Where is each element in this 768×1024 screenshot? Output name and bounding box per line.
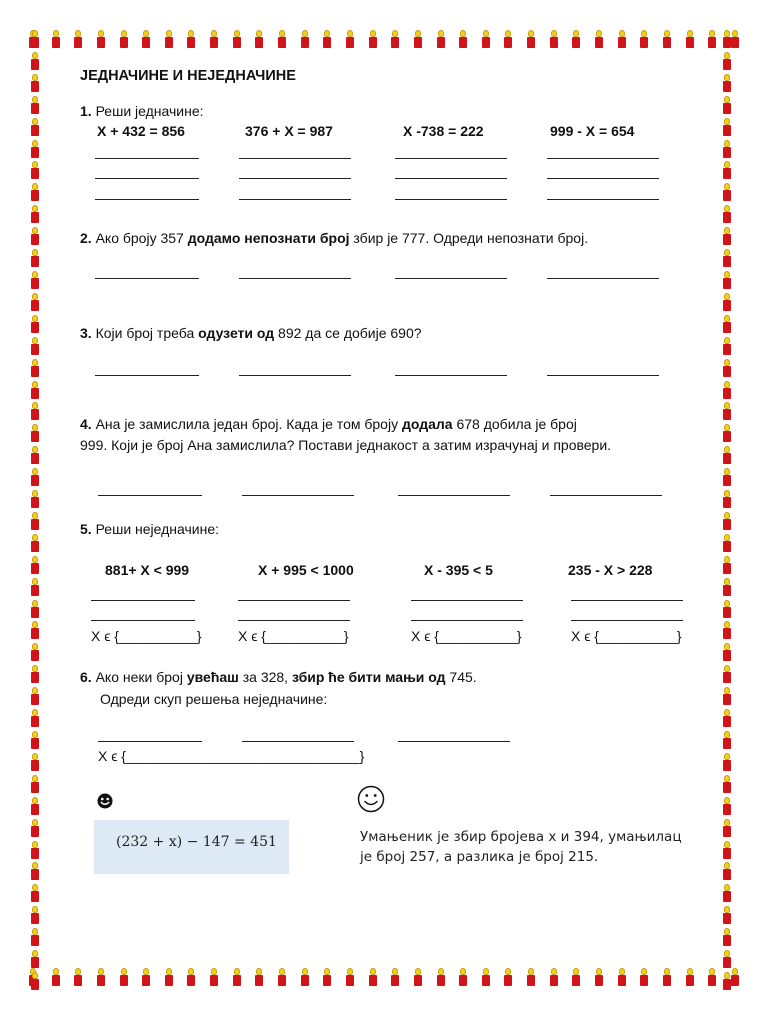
answer-line[interactable] [95, 278, 199, 279]
answer-line[interactable] [395, 278, 507, 279]
candle-icon [722, 468, 732, 486]
candle-icon [722, 490, 732, 508]
candle-icon [30, 906, 40, 924]
candle-icon [722, 293, 732, 311]
question-number: 1. [80, 103, 92, 119]
candle-icon [617, 30, 627, 48]
candle-icon [722, 884, 732, 902]
question-4 [80, 416, 577, 432]
candle-icon [209, 968, 219, 986]
candle-icon [722, 797, 732, 815]
candle-icon [722, 643, 732, 661]
question-number: 3. [80, 325, 92, 341]
solution-set[interactable]: X ϵ {__________} [238, 628, 349, 644]
answer-line[interactable] [98, 741, 202, 742]
candle-icon [662, 968, 672, 986]
candle-icon [30, 52, 40, 70]
candle-icon [526, 968, 536, 986]
candle-icon [300, 30, 310, 48]
candle-icon [685, 968, 695, 986]
candle-icon [30, 490, 40, 508]
candle-icon [30, 118, 40, 136]
candle-icon [164, 30, 174, 48]
candle-icon [390, 968, 400, 986]
candle-icon [639, 968, 649, 986]
candle-icon [119, 30, 129, 48]
candle-icon [30, 424, 40, 442]
question-text: Који број треба [91, 325, 199, 341]
candle-icon [594, 968, 604, 986]
smiley-outline-icon [357, 785, 385, 813]
solution-set[interactable]: X ϵ {______________________________} [98, 748, 365, 764]
candle-icon [594, 30, 604, 48]
equation-2: 376 + X = 987 [245, 123, 333, 139]
candle-icon [30, 249, 40, 267]
smiley-filled-icon [97, 793, 113, 809]
question-5 [80, 521, 219, 537]
answer-line[interactable] [547, 199, 659, 200]
candle-icon [722, 556, 732, 574]
candle-icon [254, 968, 264, 986]
candle-icon [30, 140, 40, 158]
answer-line[interactable] [550, 495, 662, 496]
candle-icon [30, 556, 40, 574]
question-text: 745. [445, 669, 477, 685]
candle-icon [30, 731, 40, 749]
inequality-1: 881+ X < 999 [105, 562, 190, 578]
candle-icon [73, 30, 83, 48]
candle-icon [30, 687, 40, 705]
answer-line[interactable] [242, 741, 354, 742]
answer-line[interactable] [547, 375, 659, 376]
border-top [28, 30, 740, 52]
candle-icon [141, 968, 151, 986]
candle-icon [73, 968, 83, 986]
candle-icon [722, 249, 732, 267]
candle-icon [30, 227, 40, 245]
candle-icon [722, 600, 732, 618]
solution-set[interactable]: X ϵ {__________} [91, 628, 202, 644]
solution-set[interactable]: X ϵ {__________} [571, 628, 682, 644]
candle-icon [30, 512, 40, 530]
candle-icon [722, 183, 732, 201]
candle-icon [481, 30, 491, 48]
question-6-line-2: Одреди скуп решења неједначине: [100, 691, 328, 707]
candle-icon [30, 928, 40, 946]
candle-icon [30, 337, 40, 355]
question-number: 2. [80, 230, 92, 246]
candle-icon [30, 709, 40, 727]
candle-icon [30, 30, 40, 48]
candle-icon [390, 30, 400, 48]
candle-icon [300, 968, 310, 986]
answer-line[interactable] [571, 600, 683, 601]
candle-icon [571, 968, 581, 986]
question-number: 4. [80, 416, 92, 432]
candle-icon [30, 950, 40, 968]
candle-icon [722, 621, 732, 639]
candle-icon [30, 819, 40, 837]
candle-icon [368, 968, 378, 986]
equation-3: X -738 = 222 [403, 123, 484, 139]
candle-icon [722, 950, 732, 968]
candle-icon [549, 30, 559, 48]
answer-line[interactable] [411, 620, 523, 621]
bonus-note-line-1: Умањеник је збир бројева x и 394, умањилац [360, 829, 682, 845]
answer-line[interactable] [239, 199, 351, 200]
candle-icon [30, 161, 40, 179]
candle-icon [164, 968, 174, 986]
question-keyword: увећаш [186, 669, 239, 685]
candle-icon [30, 468, 40, 486]
page-title: ЈЕДНАЧИНЕ И НЕЈЕДНАЧИНЕ [80, 68, 296, 84]
border-left [30, 30, 46, 990]
answer-line[interactable] [91, 600, 195, 601]
candle-icon [481, 968, 491, 986]
candle-icon [30, 862, 40, 880]
candle-icon [30, 775, 40, 793]
question-keyword: додамо непознати број [187, 230, 350, 246]
candle-icon [345, 30, 355, 48]
question-2 [80, 230, 588, 246]
candle-icon [30, 315, 40, 333]
candle-icon [722, 337, 732, 355]
candle-icon [322, 30, 332, 48]
candle-icon [526, 30, 536, 48]
candle-icon [141, 30, 151, 48]
solution-set[interactable]: X ϵ {__________} [411, 628, 522, 644]
question-text: збир је 777. Одреди непознати број. [349, 230, 589, 246]
candle-icon [277, 968, 287, 986]
candle-icon [30, 271, 40, 289]
answer-line[interactable] [398, 741, 510, 742]
answer-line[interactable] [238, 620, 350, 621]
inequality-3: X - 395 < 5 [424, 562, 493, 578]
candle-icon [722, 775, 732, 793]
question-keyword: одузети од [198, 325, 275, 341]
answer-line[interactable] [411, 600, 523, 601]
candle-icon [549, 968, 559, 986]
candle-icon [722, 906, 732, 924]
question-text: Ако броју 357 [91, 230, 188, 246]
candle-icon [722, 709, 732, 727]
equation-1: X + 432 = 856 [97, 123, 185, 139]
candle-icon [722, 424, 732, 442]
answer-line[interactable] [239, 375, 351, 376]
candle-icon [322, 968, 332, 986]
candle-icon [119, 968, 129, 986]
candle-icon [722, 862, 732, 880]
candle-icon [458, 968, 468, 986]
candle-icon [722, 271, 732, 289]
candle-icon [503, 30, 513, 48]
answer-line[interactable] [238, 600, 350, 601]
bonus-equation: (232 + x) − 147 = 451 [116, 834, 277, 850]
candle-icon [722, 753, 732, 771]
equation-4: 999 - X = 654 [550, 123, 635, 139]
equation-box [94, 820, 289, 874]
candle-icon [722, 687, 732, 705]
candle-icon [96, 30, 106, 48]
candle-icon [722, 161, 732, 179]
candle-icon [722, 731, 732, 749]
candle-icon [30, 183, 40, 201]
candle-icon [30, 884, 40, 902]
answer-line[interactable] [95, 158, 199, 159]
candle-icon [722, 74, 732, 92]
candle-icon [30, 205, 40, 223]
answer-line[interactable] [91, 620, 195, 621]
candle-icon [722, 118, 732, 136]
candle-icon [722, 359, 732, 377]
question-1 [80, 103, 204, 119]
question-keyword: збир ће бити мањи од [291, 669, 446, 685]
inequality-4: 235 - X > 228 [568, 562, 653, 578]
answer-line[interactable] [239, 278, 351, 279]
question-text: 678 добила је број [452, 416, 577, 432]
answer-line[interactable] [395, 178, 507, 179]
answer-line[interactable] [239, 178, 351, 179]
candle-icon [722, 205, 732, 223]
answer-line[interactable] [95, 375, 199, 376]
candle-icon [30, 665, 40, 683]
candle-icon [685, 30, 695, 48]
candle-icon [722, 446, 732, 464]
candle-icon [722, 972, 732, 990]
answer-line[interactable] [547, 178, 659, 179]
candle-icon [722, 96, 732, 114]
candle-icon [30, 841, 40, 859]
candle-icon [209, 30, 219, 48]
answer-line[interactable] [547, 158, 659, 159]
question-6 [80, 669, 477, 685]
candle-icon [662, 30, 672, 48]
candle-icon [722, 819, 732, 837]
question-4-line-2: 999. Који је број Ана замислила? Постави једнакост а затим израчунај и провери. [80, 437, 612, 453]
answer-line[interactable] [547, 278, 659, 279]
candle-icon [722, 534, 732, 552]
candle-icon [617, 968, 627, 986]
candle-icon [30, 96, 40, 114]
candle-icon [232, 30, 242, 48]
candle-icon [503, 968, 513, 986]
border-right [722, 30, 738, 990]
answer-line[interactable] [395, 199, 507, 200]
candle-icon [254, 30, 264, 48]
answer-line[interactable] [395, 375, 507, 376]
candle-icon [722, 30, 732, 48]
candle-icon [232, 968, 242, 986]
candle-icon [722, 315, 732, 333]
candle-icon [30, 446, 40, 464]
candle-icon [30, 643, 40, 661]
candle-icon [30, 578, 40, 596]
candle-icon [722, 512, 732, 530]
candle-icon [96, 968, 106, 986]
candle-icon [30, 74, 40, 92]
question-number: 5. [80, 521, 92, 537]
candle-icon [722, 52, 732, 70]
question-3 [80, 325, 422, 341]
candle-icon [51, 968, 61, 986]
question-text: Ако неки број [91, 669, 187, 685]
candle-icon [413, 30, 423, 48]
candle-icon [30, 797, 40, 815]
candle-icon [30, 381, 40, 399]
candle-icon [30, 621, 40, 639]
candle-icon [458, 30, 468, 48]
candle-icon [186, 968, 196, 986]
candle-icon [30, 402, 40, 420]
candle-icon [30, 753, 40, 771]
answer-line[interactable] [239, 158, 351, 159]
question-keyword: додала [401, 416, 453, 432]
candle-icon [707, 968, 717, 986]
answer-line[interactable] [398, 495, 510, 496]
answer-line[interactable] [571, 620, 683, 621]
candle-icon [30, 534, 40, 552]
candle-icon [277, 30, 287, 48]
answer-line[interactable] [395, 158, 507, 159]
candle-icon [722, 665, 732, 683]
candle-icon [345, 968, 355, 986]
candle-icon [368, 30, 378, 48]
answer-line[interactable] [95, 199, 199, 200]
candle-icon [722, 227, 732, 245]
candle-icon [571, 30, 581, 48]
candle-icon [413, 968, 423, 986]
candle-icon [722, 140, 732, 158]
border-bottom [28, 968, 740, 990]
candle-icon [51, 30, 61, 48]
candle-icon [30, 972, 40, 990]
candle-icon [30, 293, 40, 311]
question-text: Ана је замислила један број. Када је том броју [91, 416, 402, 432]
candle-icon [436, 30, 446, 48]
candle-icon [722, 841, 732, 859]
candle-icon [639, 30, 649, 48]
candle-icon [707, 30, 717, 48]
candle-icon [722, 578, 732, 596]
inequality-2: X + 995 < 1000 [258, 562, 354, 578]
question-text: за 328, [238, 669, 292, 685]
candle-icon [722, 928, 732, 946]
answer-line[interactable] [98, 495, 202, 496]
candle-icon [186, 30, 196, 48]
candle-icon [436, 968, 446, 986]
bonus-note-line-2: је број 257, а разлика је број 215. [360, 849, 599, 865]
question-text: 892 да се добије 690? [274, 325, 422, 341]
question-text: Реши неједначине: [91, 521, 220, 537]
candle-icon [30, 600, 40, 618]
candle-icon [30, 359, 40, 377]
question-text: Реши једначине: [91, 103, 204, 119]
answer-line[interactable] [242, 495, 354, 496]
question-number: 6. [80, 669, 92, 685]
answer-line[interactable] [95, 178, 199, 179]
candle-icon [722, 381, 732, 399]
candle-icon [722, 402, 732, 420]
